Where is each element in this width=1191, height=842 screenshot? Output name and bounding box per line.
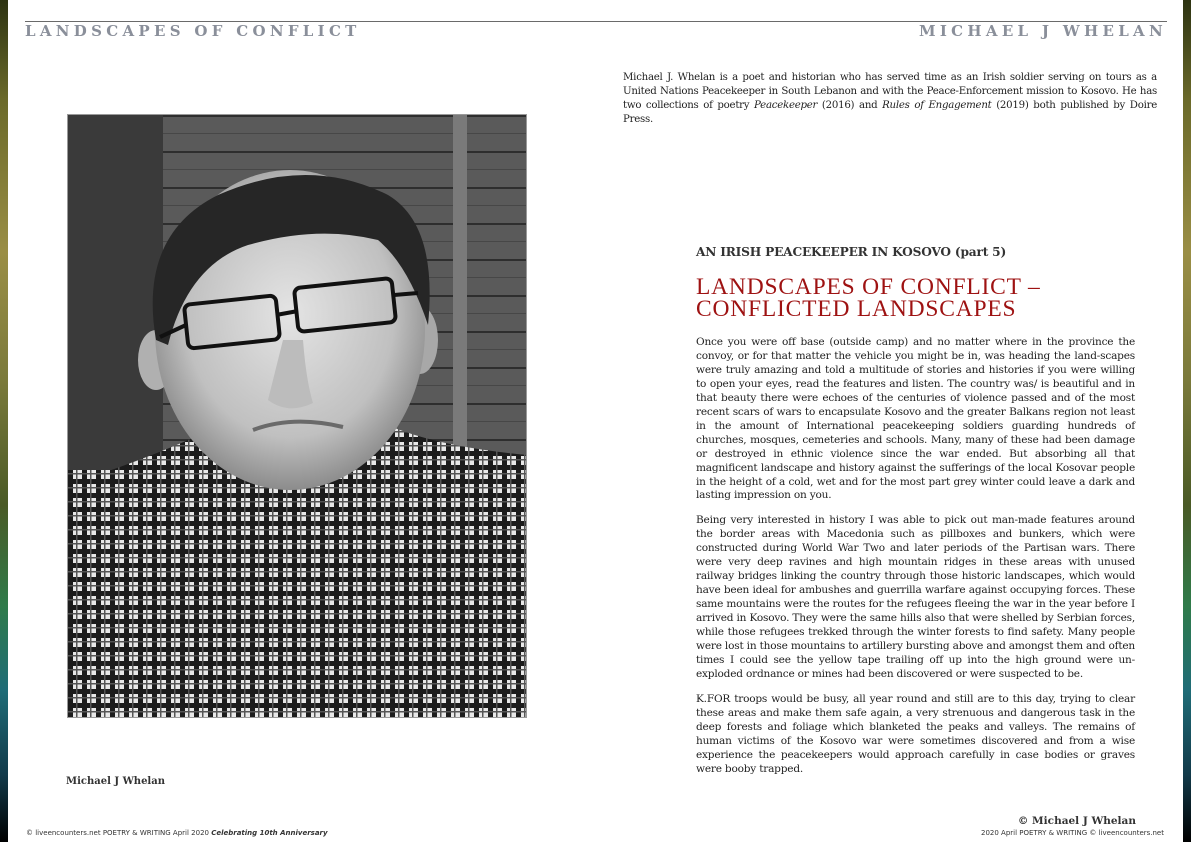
bio-text-after: (2019) both published by Doire Press.	[623, 100, 1157, 125]
running-title-left: LANDSCAPES OF CONFLICT	[25, 22, 361, 40]
article-kicker: AN IRISH PEACEKEEPER IN KOSOVO (part 5)	[696, 245, 1007, 259]
book-title-peacekeeper: Peacekeeper	[754, 100, 818, 111]
decorative-border-right	[1183, 0, 1191, 842]
decorative-border-left	[0, 0, 8, 842]
article-body	[696, 336, 1135, 788]
running-title-right: MICHAEL J WHELAN	[918, 22, 1167, 40]
author-bio	[623, 71, 1157, 127]
fence-post	[453, 115, 467, 455]
footer-left	[26, 829, 328, 837]
article-paragraph: K.FOR troops would be busy, all year round and still are to this day, trying to clear these areas and make them safe again, a very strenuous and dangerous task in the deep forests and foliage which blanketed the peaks and valleys. The remains of human victims of the Kosovo war were sometimes discovered and from a wise experience the peacekeepers would approach carefully in case bodies or graves were booby trapped.	[696, 692, 1135, 775]
article-paragraph: Once you were off base (outside camp) and no matter where in the province the convoy, or for that matter the vehicle you might be in, was heading the land-scapes were truly amazing and told a multitude of stories and histories if you were willing to open your eyes, read the features and listen. The country was/ is beautiful and in that beauty there were echoes of the centuries of violence passed and of the most recent scars of wars to encapsulate Kosovo and the greater Balkans region not least in the amount of International peacekeeping soldiers guarding hundreds of churches, mosques, cemeteries and schools. Many, many of these had been damage or destroyed in ethnic violence since the war ended. But absorbing all that magnificent landscape and history against the sufferings of the local Kosovar people in the height of a cold, wet and for the most part grey winter could leave a dark and lasting impression on you.	[696, 336, 1135, 502]
article-title	[696, 276, 1041, 320]
footer-left-text: © liveencounters.net POETRY & WRITING April 2020	[26, 829, 212, 837]
article-title-line-2: CONFLICTED LANDSCAPES	[696, 296, 1017, 322]
article-title-line-1: LANDSCAPES OF CONFLICT –	[696, 274, 1041, 300]
article-paragraph: Being very interested in history I was able to pick out man-made features around the border areas with Macedonia such as pillboxes and bunkers, which were constructed during World War Two and later periods of the Partisan wars. There were very deep ravines and high mountain ridges in these areas with unused railway bridges linking the country through those historic landscapes, which would have been ideal for ambushes and guerrilla warfare against occupying forces. These same mountains were the routes for the refugees fleeing the war in the year before I arrived in Kosovo. They were the same hills also that were shelled by Serbian forces, while those refugees trekked through the winter forests to find safety. Many people were lost in those mountains to artillery bursting above and amongst them and often times I could see the yellow tape trailing off up into the high ground were un-exploded ordnance or mines had been discovered or were suspected to be.	[696, 514, 1135, 680]
photo-caption: Michael J Whelan	[66, 776, 165, 787]
portrait-illustration	[68, 115, 527, 718]
book-title-rules-of-engagement: Rules of Engagement	[882, 100, 992, 111]
footer-right: 2020 April POETRY & WRITING © liveencounters.net	[981, 829, 1164, 837]
bio-text-between: (2016) and	[817, 100, 883, 111]
bio-text: Michael J. Whelan is a poet and historian who has served time as an Irish soldier serving on tours as a United Nations Peacekeeper in South Lebanon and with the Peace-Enforcement mission to Kosovo. He has two collections of poetry	[623, 72, 1157, 111]
author-signoff: © Michael J Whelan	[1017, 815, 1136, 827]
author-portrait-photo	[67, 114, 527, 718]
footer-anniversary-text: Celebrating 10th Anniversary	[211, 829, 328, 837]
